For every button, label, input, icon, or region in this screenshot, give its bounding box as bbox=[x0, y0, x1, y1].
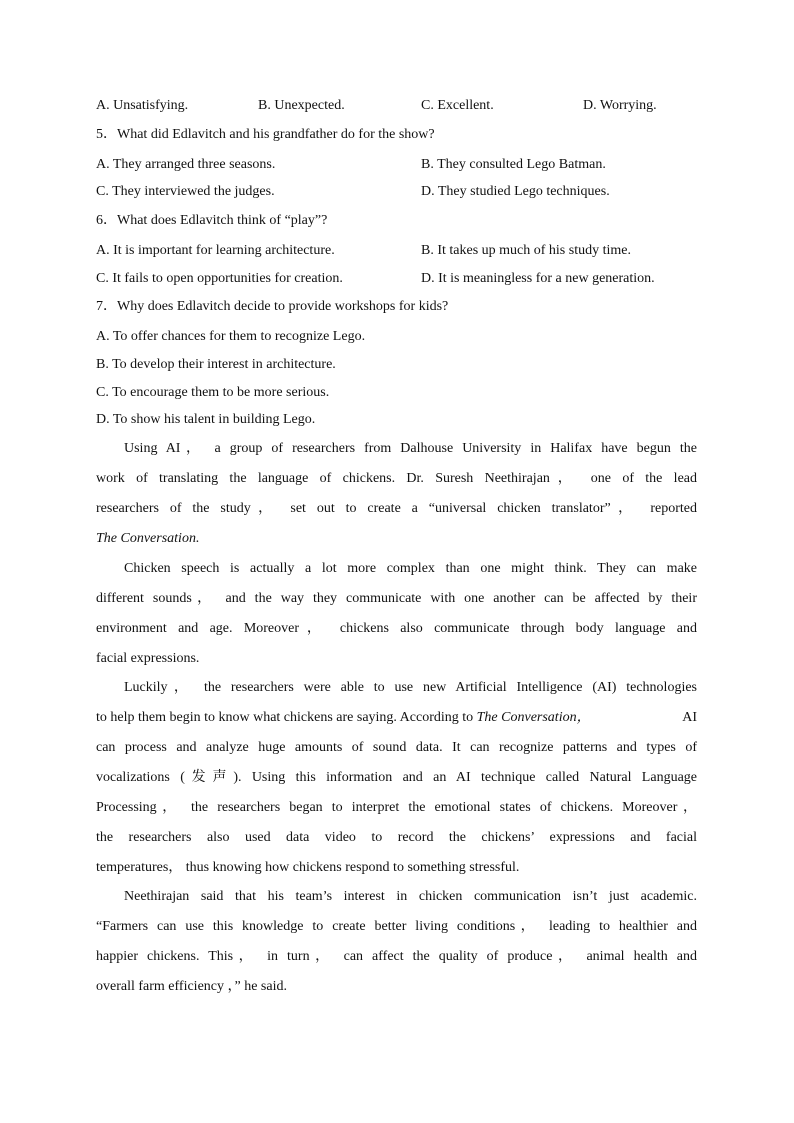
q4-option-a: A. Unsatisfying. bbox=[96, 98, 189, 113]
paragraph-line: work of translating the language of chickens. Dr. Suresh Neethirajan， one of the lead bbox=[96, 471, 697, 486]
passage-paragraph-4 bbox=[96, 882, 697, 1002]
publication-title: The Conversation， bbox=[476, 710, 591, 725]
paragraph-line: to help them begin to know what chickens are saying. According to The Conversation， AI bbox=[96, 710, 697, 725]
q5-option-b: B. They consulted Lego Batman. bbox=[421, 157, 606, 172]
paragraph-line bbox=[96, 524, 697, 554]
paragraph-line: facial expressions. bbox=[96, 651, 200, 666]
question-7-stem: 7．Why does Edlavitch decide to provide workshops for kids? bbox=[96, 299, 449, 314]
paragraph-line: Using AI， a group of researchers from Dalhouse University in Halifax have begun the bbox=[124, 441, 697, 456]
question-5-stem: 5．What did Edlavitch and his grandfather do for the show? bbox=[96, 127, 435, 142]
paragraph-line: Chicken speech is actually a lot more complex than one might think. They can make bbox=[124, 561, 697, 576]
q6-option-c: C. It fails to open opportunities for creation. bbox=[96, 271, 343, 286]
q5-option-a: A. They arranged three seasons. bbox=[96, 157, 276, 172]
paragraph-line: Neethirajan said that his team’s interest in chicken communication isn’t just academic. bbox=[124, 889, 697, 904]
paragraph-line: temperatures， thus knowing how chickens respond to something stressful. bbox=[96, 860, 520, 875]
passage-paragraph-2 bbox=[96, 554, 697, 674]
passage-paragraph-3 bbox=[96, 673, 697, 883]
passage-paragraph-1 bbox=[96, 434, 697, 554]
paragraph-line: can process and analyze huge amounts of sound data. It can recognize patterns and types of bbox=[96, 740, 697, 755]
q7-option-d: D. To show his talent in building Lego. bbox=[96, 412, 316, 427]
q5-option-d: D. They studied Lego techniques. bbox=[421, 184, 610, 199]
q7-option-b: B. To develop their interest in architecture. bbox=[96, 357, 336, 372]
question-6-stem: 6．What does Edlavitch think of “play”? bbox=[96, 213, 328, 228]
q6-option-b: B. It takes up much of his study time. bbox=[421, 243, 631, 258]
q6-option-d: D. It is meaningless for a new generation. bbox=[421, 271, 655, 286]
q4-option-b: B. Unexpected. bbox=[258, 98, 345, 113]
q4-option-c: C. Excellent. bbox=[421, 98, 494, 113]
q7-option-a: A. To offer chances for them to recognize Lego. bbox=[96, 329, 366, 344]
paragraph-line: “Farmers can use this knowledge to create better living conditions， leading to healthier and bbox=[96, 919, 697, 934]
paragraph-line: the researchers also used data video to record the chickens’ expressions and facial bbox=[96, 830, 697, 845]
paragraph-line: happier chickens. This， in turn， can affect the quality of produce， animal health and bbox=[96, 949, 697, 964]
q7-option-c: C. To encourage them to be more serious. bbox=[96, 385, 330, 400]
q6-option-a: A. It is important for learning architecture. bbox=[96, 243, 335, 258]
paragraph-line: researchers of the study， set out to create a “universal chicken translator”， reported bbox=[96, 501, 697, 516]
paragraph-line: Processing， the researchers began to interpret the emotional states of chickens. Moreover， bbox=[96, 800, 697, 815]
publication-title: The Conversation. bbox=[96, 531, 200, 546]
q4-option-d: D. Worrying. bbox=[583, 98, 657, 113]
paragraph-line: different sounds， and the way they communicate with one another can be affected by their bbox=[96, 591, 697, 606]
paragraph-line: environment and age. Moreover， chickens also communicate through body language and bbox=[96, 621, 697, 636]
q5-option-c: C. They interviewed the judges. bbox=[96, 184, 275, 199]
paragraph-line: overall farm efficiency ，” he said. bbox=[96, 979, 287, 994]
paragraph-line: Luckily， the researchers were able to use new Artificial Intelligence (AI) technologies bbox=[124, 680, 697, 695]
paragraph-line: vocalizations (发声). Using this information and an AI technique called Natural Language bbox=[96, 770, 697, 785]
